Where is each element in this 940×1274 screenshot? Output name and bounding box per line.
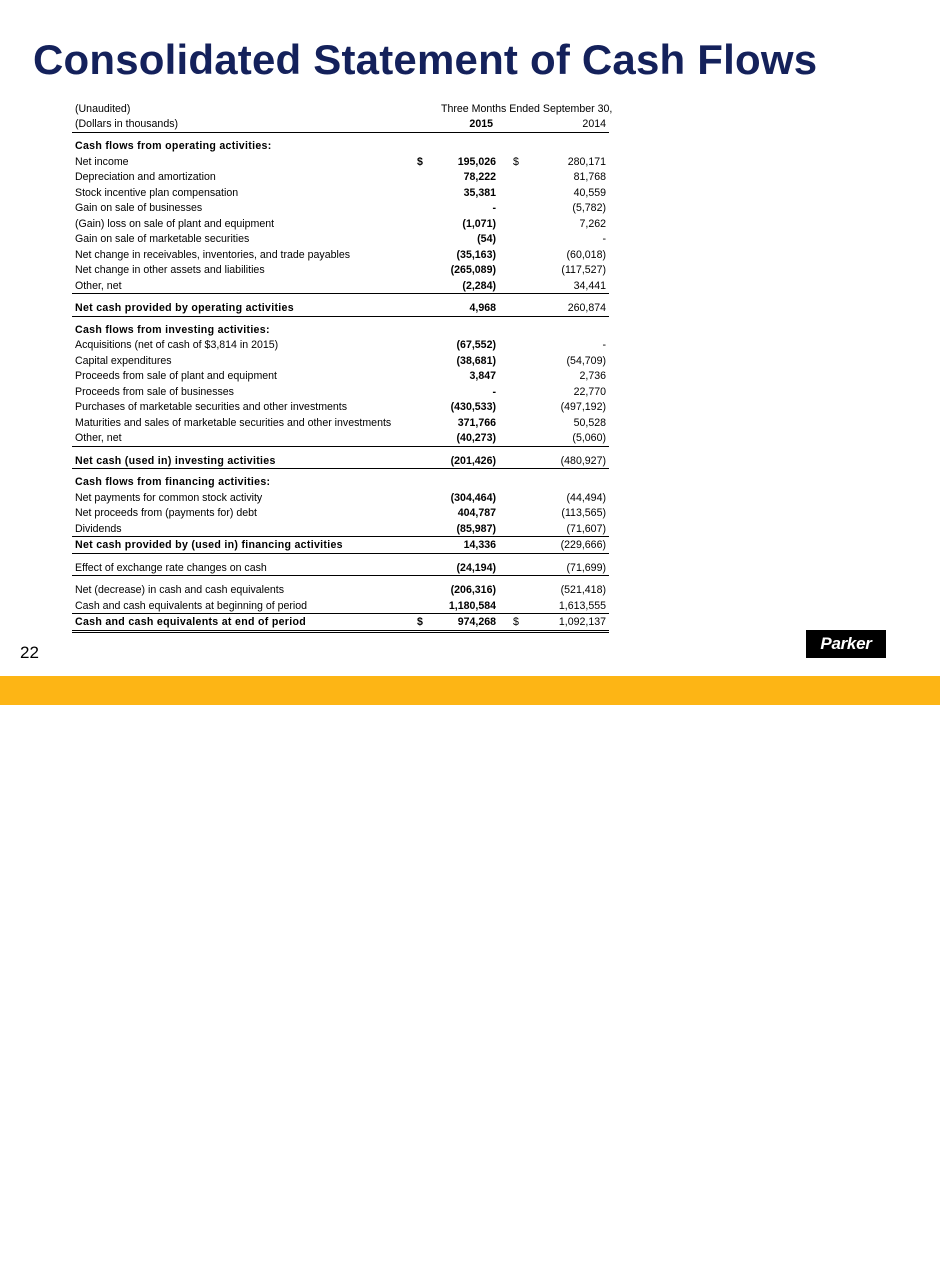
row-label: Net (decrease) in cash and cash equivalents	[75, 584, 285, 596]
value-2015: (67,552)	[456, 339, 496, 351]
cash-flow-statement	[72, 98, 613, 633]
line-item-row	[72, 415, 609, 431]
row-label: Net payments for common stock activity	[75, 491, 263, 504]
total-row	[72, 300, 609, 317]
value-2015: 3,847	[469, 370, 496, 382]
slide-title: Consolidated Statement of Cash Flows	[33, 36, 818, 83]
statement-rows	[72, 138, 609, 633]
value-2014: (117,527)	[561, 264, 606, 276]
year-2014-header: 2014	[582, 118, 606, 130]
unaudited-label: (Unaudited)	[75, 103, 131, 115]
row-label: Net cash (used in) investing activities	[75, 454, 276, 467]
value-2015: 14,336	[463, 539, 496, 551]
row-label: Cash flows from investing activities:	[75, 323, 270, 336]
line-item-row	[72, 582, 609, 598]
row-label: Dividends	[75, 522, 122, 535]
value-2015: (2,284)	[462, 279, 496, 292]
page-number: 22	[20, 643, 39, 662]
value-2014: (60,018)	[566, 248, 606, 261]
line-item-row	[72, 200, 609, 216]
line-item-row	[72, 430, 609, 447]
footer-bar	[0, 676, 940, 705]
value-2014: (480,927)	[560, 454, 606, 467]
value-2015: 35,381	[463, 186, 496, 199]
line-item-row	[72, 278, 609, 295]
value-2015: (1,071)	[462, 217, 496, 230]
line-item-row	[72, 247, 609, 263]
row-label: Cash and cash equivalents at beginning of period	[75, 599, 308, 612]
section-header-row	[72, 474, 609, 490]
value-2014: 34,441	[573, 279, 606, 292]
row-label: Net change in other assets and liabilities	[75, 264, 265, 276]
value-2015: 195,026	[457, 155, 496, 168]
value-2015: (54)	[477, 233, 496, 245]
statement-units-row	[72, 116, 609, 133]
dollar-sign-2014: $	[513, 155, 519, 168]
value-2015: (24,194)	[456, 561, 496, 574]
value-2014: (497,192)	[560, 401, 606, 413]
row-label: Proceeds from sale of plant and equipment	[75, 370, 277, 382]
dollar-sign-2015: $	[417, 155, 423, 168]
line-item-row	[72, 399, 609, 415]
value-2014: 50,528	[573, 416, 606, 429]
value-2014: (113,565)	[561, 507, 606, 519]
period-label: Three Months Ended September 30,	[441, 103, 613, 115]
line-item-row	[72, 154, 609, 170]
total-row	[72, 614, 609, 633]
value-2015: (35,163)	[456, 248, 496, 261]
value-2015: 371,766	[457, 416, 496, 429]
row-label: Other, net	[75, 279, 122, 292]
value-2015: 404,787	[457, 507, 496, 519]
line-item-row	[72, 384, 609, 400]
value-2015: (38,681)	[456, 354, 496, 367]
value-2014: 40,559	[573, 186, 606, 199]
value-2014: 22,770	[573, 385, 606, 398]
value-2015: (430,533)	[450, 401, 496, 413]
value-2015: (265,089)	[450, 264, 496, 276]
value-2014: (5,782)	[572, 202, 606, 214]
line-item-row	[72, 185, 609, 201]
value-2015: 1,180,584	[448, 599, 496, 612]
parker-logo	[806, 630, 886, 658]
dollar-sign-2014: $	[513, 616, 519, 628]
line-item-row	[72, 262, 609, 278]
total-row	[72, 537, 609, 554]
row-label: Gain on sale of marketable securities	[75, 233, 250, 245]
line-item-row	[72, 560, 609, 577]
value-2014: 1,613,555	[558, 599, 606, 612]
row-label: (Gain) loss on sale of plant and equipment	[75, 217, 275, 230]
line-item-row	[72, 353, 609, 369]
row-label: Net income	[75, 155, 129, 168]
value-2015: (201,426)	[450, 454, 496, 467]
line-item-row	[72, 490, 609, 506]
row-label: Gain on sale of businesses	[75, 202, 203, 214]
value-2014: (71,699)	[566, 561, 606, 574]
row-label: Net proceeds from (payments for) debt	[75, 507, 257, 519]
dollar-sign-2015: $	[417, 616, 423, 628]
logo-text: Parker	[820, 634, 872, 653]
value-2014: (54,709)	[566, 354, 606, 367]
value-2015: (206,316)	[450, 584, 496, 596]
value-2015: 974,268	[457, 616, 496, 628]
units-label: (Dollars in thousands)	[75, 118, 179, 130]
year-2015-header: 2015	[469, 118, 493, 130]
row-label: Net cash provided by (used in) financing activities	[75, 539, 343, 551]
value-2015: -	[492, 385, 496, 398]
row-label: Purchases of marketable securities and other investments	[75, 401, 348, 413]
total-row	[72, 453, 609, 470]
value-2015: (304,464)	[450, 491, 496, 504]
row-label: Net change in receivables, inventories, and trade payables	[75, 248, 351, 261]
row-label: Other, net	[75, 432, 122, 444]
row-label: Net cash provided by operating activities	[75, 302, 294, 314]
line-item-row	[72, 169, 609, 185]
value-2014: 260,874	[567, 302, 606, 314]
value-2014: 81,768	[573, 171, 606, 183]
value-2014: (521,418)	[560, 584, 606, 596]
value-2014: (71,607)	[566, 522, 606, 535]
line-item-row	[72, 337, 609, 353]
row-label: Depreciation and amortization	[75, 171, 216, 183]
row-label: Capital expenditures	[75, 354, 172, 367]
value-2015: (85,987)	[456, 522, 496, 535]
value-2014: 280,171	[567, 155, 606, 168]
line-item-row	[72, 368, 609, 384]
value-2015: -	[492, 202, 496, 214]
value-2014: (229,666)	[560, 539, 606, 551]
statement-header-row	[72, 98, 613, 116]
row-label: Proceeds from sale of businesses	[75, 385, 234, 398]
line-item-row	[72, 505, 609, 521]
line-item-row	[72, 521, 609, 538]
row-label: Effect of exchange rate changes on cash	[75, 561, 267, 574]
value-2014: 2,736	[579, 370, 606, 382]
line-item-row	[72, 216, 609, 232]
value-2015: 4,968	[469, 302, 496, 314]
row-label: Cash flows from financing activities:	[75, 476, 271, 488]
row-label: Maturities and sales of marketable securities and other investments	[75, 416, 392, 429]
value-2015: (40,273)	[456, 432, 496, 444]
value-2014: (5,060)	[572, 432, 606, 444]
value-2014: 1,092,137	[558, 616, 606, 628]
row-label: Acquisitions (net of cash of $3,814 in 2015)	[75, 339, 279, 351]
value-2014: 7,262	[579, 217, 606, 230]
line-item-row	[72, 231, 609, 247]
line-item-row	[72, 598, 609, 615]
row-label: Cash flows from operating activities:	[75, 140, 272, 152]
value-2014: -	[602, 339, 606, 351]
value-2015: 78,222	[463, 171, 496, 183]
value-2014: -	[602, 233, 606, 245]
row-label: Stock incentive plan compensation	[75, 186, 239, 199]
row-label: Cash and cash equivalents at end of period	[75, 616, 306, 628]
section-header-row	[72, 138, 609, 154]
section-header-row	[72, 322, 609, 338]
value-2014: (44,494)	[566, 491, 606, 504]
